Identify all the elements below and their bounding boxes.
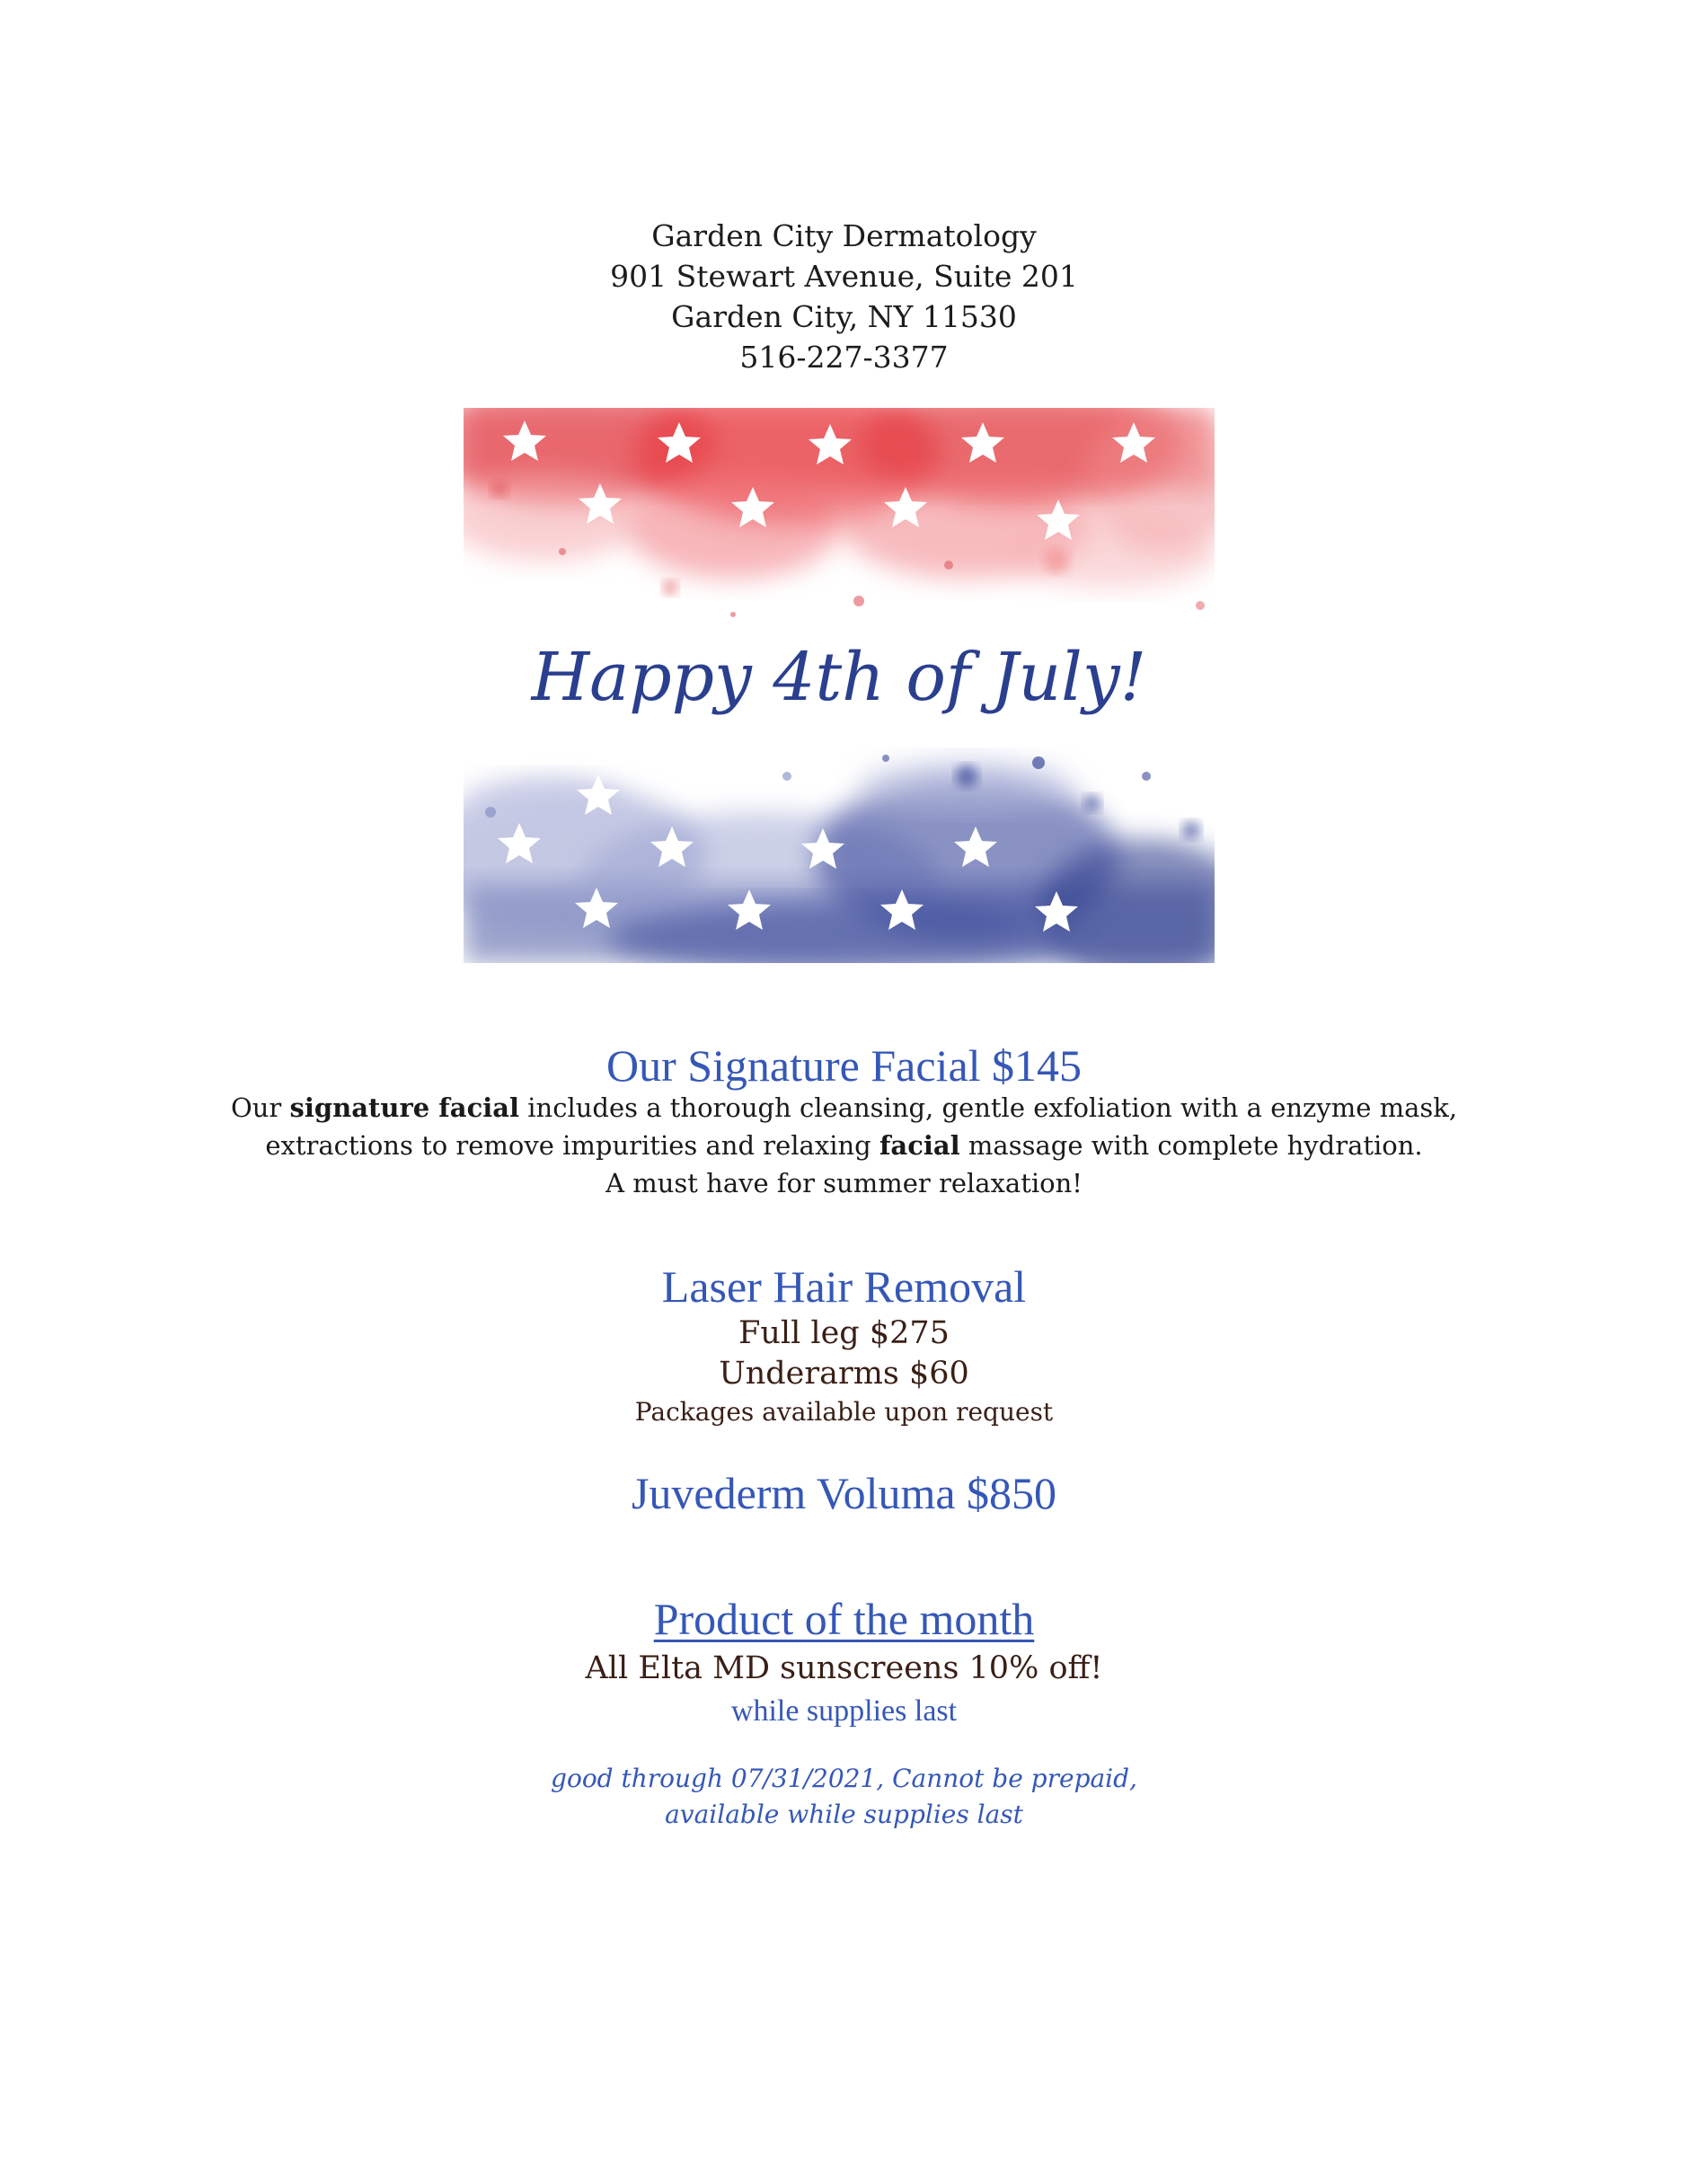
banner-art xyxy=(464,408,1215,963)
facial-description-line-3: A must have for summer relaxation! xyxy=(605,1168,1083,1198)
facial-bold: facial xyxy=(879,1130,960,1161)
product-supplies-note: while supplies last xyxy=(730,1694,958,1728)
city-state-zip: Garden City, NY 11530 xyxy=(671,299,1017,334)
street-address: 901 Stewart Avenue, Suite 201 xyxy=(610,259,1078,294)
laser-hair-removal-prices xyxy=(0,1313,1688,1430)
facial-description-line-1: Our signature facial includes a thorough cleansing, gentle exfoliation with a enzyme mask, xyxy=(230,1092,1458,1123)
fine-print-line-1: good through 07/31/2021, Cannot be prepaid, xyxy=(551,1764,1137,1793)
product-offer: All Elta MD sunscreens 10% off! xyxy=(585,1650,1103,1686)
signature-facial-description xyxy=(0,1089,1688,1202)
practice-address-block xyxy=(0,216,1688,377)
underarms-price: Underarms $60 xyxy=(719,1356,969,1392)
laser-hair-removal-title: Laser Hair Removal xyxy=(661,1261,1027,1312)
practice-name: Garden City Dermatology xyxy=(651,218,1037,253)
fine-print xyxy=(0,1761,1688,1833)
facial-description-line-2: extractions to remove impurities and relaxing facial massage with complete hydration. xyxy=(265,1130,1423,1161)
signature-facial-bold: signature facial xyxy=(289,1092,520,1123)
happy-4th-greeting: Happy 4th of July! xyxy=(531,639,1147,716)
signature-facial-title: Our Signature Facial $145 xyxy=(605,1040,1083,1091)
full-leg-price: Full leg $275 xyxy=(738,1315,950,1351)
juvederm-voluma-title: Juvederm Voluma $850 xyxy=(631,1468,1057,1518)
blue-watercolor-wash xyxy=(464,755,1215,963)
packages-note: Packages available upon request xyxy=(634,1397,1054,1427)
fine-print-line-2: available while supplies last xyxy=(665,1799,1023,1829)
product-of-the-month-title: Product of the month xyxy=(653,1594,1035,1644)
phone-number: 516-227-3377 xyxy=(739,340,949,375)
fourth-of-july-banner xyxy=(464,408,1215,963)
